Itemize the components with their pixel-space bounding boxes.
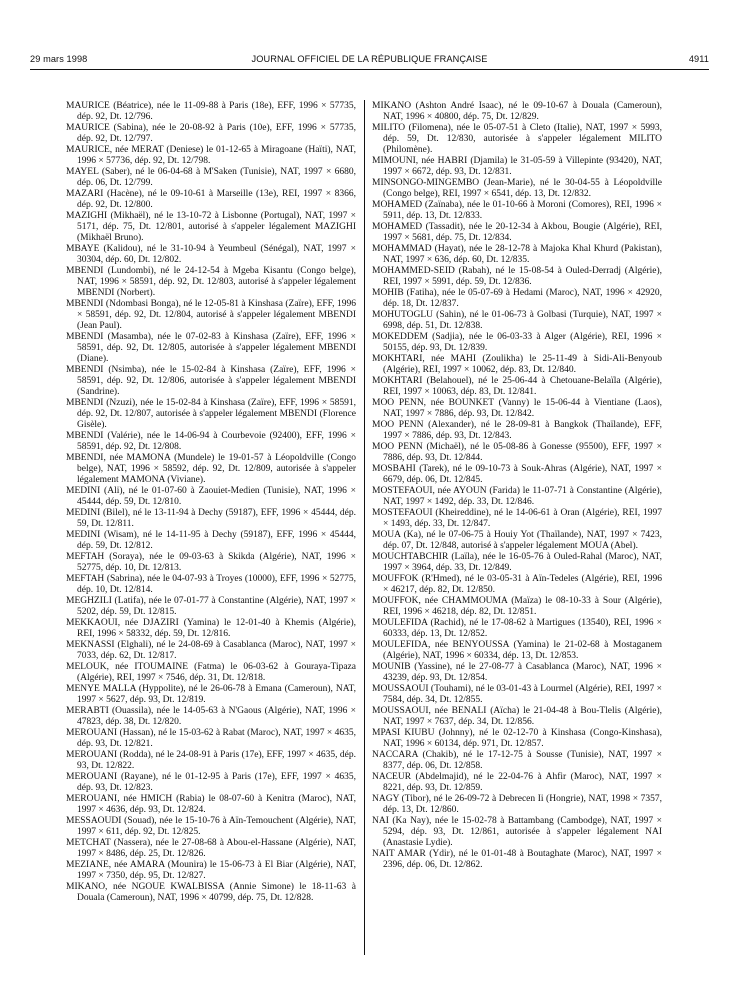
register-entry: MAURICE, née MERAT (Deniese) le 01-12-65 à Miragoane (Haïti), NAT, 1996 × 57736, dép. 92, Dt. 12/798. [66, 145, 356, 166]
register-entry: MOO PENN, née BOUNKET (Vanny) le 15-06-44 à Vientiane (Laos), NAT, 1997 × 7886, dép. 93, Dt. 12/842. [372, 398, 662, 419]
register-entry: MOUSSAOUI (Touhami), né le 03-01-43 à Lourmel (Algérie), REI, 1997 × 7584, dép. 34, Dt. 12/855. [372, 684, 662, 705]
left-column [66, 101, 356, 904]
register-entry: MBENDI, née MAMONA (Mundele) le 19-01-57 à Léopoldville (Congo belge), NAT, 1996 × 58592, dép. 92, Dt. 12/809, autorisée à s'appeler légalement MAMONA (Viviane). [66, 453, 356, 485]
register-entry: MBENDI (Masamba), née le 07-02-83 à Kinshasa (Zaïre), EFF, 1996 × 58591, dép. 92, Dt. 12/805, autorisée à s'appeler légalement MBENDI (Diane). [66, 332, 356, 364]
register-entry: MBENDI (Valérie), née le 14-06-94 à Courbevoie (92400), EFF, 1996 × 58591, dép. 92, Dt. 12/808. [66, 431, 356, 452]
register-entry: MAZIGHI (Mikhaël), né le 13-10-72 à Lisbonne (Portugal), NAT, 1997 × 5171, dép. 75, Dt. 12/801, autorisé à s'appeler légalement MAZIGHI (Mikhaël Bruno). [66, 211, 356, 243]
register-entry: MELOUK, née ITOUMAINE (Fatma) le 06-03-62 à Gouraya-Tipaza (Algérie), REI, 1997 × 7546, dép. 31, Dt. 12/818. [66, 662, 356, 683]
page-header [30, 54, 709, 68]
register-entry: MOHAMED (Zaïnaba), née le 01-10-66 à Moroni (Comores), REI, 1996 × 5911, dép. 13, Dt. 12/833. [372, 200, 662, 221]
register-entry: MERABTI (Ouassila), née le 14-05-63 à N'Gaous (Algérie), NAT, 1996 × 47823, dép. 38, Dt. 12/820. [66, 706, 356, 727]
register-entry: MEROUANI (Rodda), né le 24-08-91 à Paris (17e), EFF, 1997 × 4635, dép. 93, Dt. 12/822. [66, 750, 356, 771]
register-entry: MAURICE (Béatrice), née le 11-09-88 à Paris (18e), EFF, 1996 × 57735, dép. 92, Dt. 12/796. [66, 101, 356, 122]
register-entry: MOSTEFAOUI (Kheireddine), né le 14-06-61 à Oran (Algérie), REI, 1997 × 1493, dép. 33, Dt. 12/847. [372, 508, 662, 529]
register-entry: MOHAMMAD (Hayat), née le 28-12-78 à Majoka Khal Khurd (Pakistan), NAT, 1997 × 636, dép. 60, Dt. 12/835. [372, 244, 662, 265]
register-entry: MOKEDDEM (Sadjia), née le 06-03-33 à Alger (Algérie), REI, 1996 × 50155, dép. 93, Dt. 12/839. [372, 332, 662, 353]
register-entry: MBENDI (Nzuzi), née le 15-02-84 à Kinshasa (Zaïre), EFF, 1996 × 58591, dép. 92, Dt. 12/807, autorisée à s'appeler légalement MBENDI (Florence Gisèle). [66, 398, 356, 430]
column-divider [364, 100, 365, 955]
header-page-number: 4911 [688, 54, 709, 64]
register-entry: MILITO (Filomena), née le 05-07-51 à Cleto (Italie), NAT, 1997 × 5993, dép. 59, Dt. 12/830, autorisée à s'appeler légalement MILITO (Philomène). [372, 123, 662, 155]
register-entry: MOUFFOK (R'Hmed), né le 03-05-31 à Aïn-Tedeles (Algérie), REI, 1996 × 46217, dép. 82, Dt. 12/850. [372, 574, 662, 595]
register-entry: MOKHTARI, née MAHI (Zoulikha) le 25-11-49 à Sidi-Ali-Benyoub (Algérie), REI, 1997 × 10062, dép. 83, Dt. 12/840. [372, 354, 662, 375]
register-entry: MINSONGO-MINGEMBO (Jean-Marie), né le 30-04-55 à Léopoldville (Congo belge), REI, 1997 × 6541, dép. 13, Dt. 12/832. [372, 178, 662, 199]
register-entry: MOKHTARI (Belahouel), né le 25-06-44 à Chetouane-Belaïla (Algérie), REI, 1997 × 10063, dép. 83, Dt. 12/841. [372, 376, 662, 397]
register-entry: MOUA (Ka), né le 07-06-75 à Houiy Yot (Thaïlande), NAT, 1997 × 7423, dép. 07, Dt. 12/848, autorisé à s'appeler légalement MOUA (Abel). [372, 530, 662, 551]
register-entry: MOUFFOK, née CHAMMOUMA (Maïza) le 08-10-33 à Sour (Algérie), REI, 1996 × 46218, dép. 82, Dt. 12/851. [372, 596, 662, 617]
register-entry: MBENDI (Lundombi), né le 24-12-54 à Mgeba Kisantu (Congo belge), NAT, 1996 × 58591, dép. 92, Dt. 12/803, autorisé à s'appeler légalement MBENDI (Norbert). [66, 266, 356, 298]
register-entry: MOHAMED (Tassadit), née le 20-12-34 à Akbou, Bougie (Algérie), REI, 1997 × 5681, dép. 75, Dt. 12/834. [372, 222, 662, 243]
register-entry: NAI (Ka Nay), née le 15-02-78 à Battambang (Cambodge), NAT, 1997 × 5294, dép. 93, Dt. 12/861, autorisée à s'appeler légalement NAI (Anastasie Lydie). [372, 816, 662, 848]
register-entry: MOUCHTABCHIR (Laïla), née le 16-05-76 à Ouled-Rahal (Maroc), NAT, 1997 × 3964, dép. 33, Dt. 12/849. [372, 552, 662, 573]
register-entry: MOSTEFAOUI, née AYOUN (Farida) le 11-07-71 à Constantine (Algérie), NAT, 1997 × 1492, dép. 33, Dt. 12/846. [372, 486, 662, 507]
right-column [372, 101, 662, 871]
register-entry: MEDINI (Wisam), né le 14-11-95 à Dechy (59187), EFF, 1996 × 45444, dép. 59, Dt. 12/812. [66, 530, 356, 551]
register-entry: MOHUTOGLU (Sahin), né le 01-06-73 à Golbasi (Turquie), NAT, 1997 × 6998, dép. 51, Dt. 12/838. [372, 310, 662, 331]
register-entry: MEROUANI (Hassan), né le 15-03-62 à Rabat (Maroc), NAT, 1997 × 4635, dép. 93, Dt. 12/821. [66, 728, 356, 749]
header-title: JOURNAL OFFICIEL DE LA RÉPUBLIQUE FRANÇAISE [251, 54, 488, 64]
register-entry: NAIT AMAR (Ydir), né le 01-01-48 à Boutaghate (Maroc), NAT, 1997 × 2396, dép. 06, Dt. 12/862. [372, 849, 662, 870]
register-entry: MENYE MALLA (Hyppolite), né le 26-06-78 à Emana (Cameroun), NAT, 1997 × 5627, dép. 93, Dt. 12/819. [66, 684, 356, 705]
register-entry: MOO PENN (Alexander), né le 28-09-81 à Bangkok (Thaïlande), EFF, 1997 × 7886, dép. 93, Dt. 12/843. [372, 420, 662, 441]
register-entry: METCHAT (Nassera), née le 27-08-68 à Abou-el-Hassane (Algérie), NAT, 1997 × 8486, dép. 25, Dt. 12/826. [66, 838, 356, 859]
register-entry: MOULEFIDA, née BENYOUSSA (Yamina) le 21-02-68 à Mostaganem (Algérie), NAT, 1996 × 60334, dép. 13, Dt. 12/853. [372, 640, 662, 661]
register-entry: MESSAOUDI (Souad), née le 15-10-76 à Aïn-Temouchent (Algérie), NAT, 1997 × 611, dép. 92, Dt. 12/825. [66, 816, 356, 837]
register-entry: MOUSSAOUI, née BENALI (Aïcha) le 21-04-48 à Bou-Tlelis (Algérie), NAT, 1997 × 7637, dép. 34, Dt. 12/856. [372, 706, 662, 727]
register-entry: MEGHZILI (Latifa), née le 07-01-77 à Constantine (Algérie), NAT, 1997 × 5202, dép. 59, Dt. 12/815. [66, 596, 356, 617]
register-entry: NACEUR (Abdelmajid), né le 22-04-76 à Ahfir (Maroc), NAT, 1997 × 8221, dép. 93, Dt. 12/859. [372, 772, 662, 793]
register-entry: MEROUANI, née HMICH (Rabia) le 08-07-60 à Kenitra (Maroc), NAT, 1997 × 4636, dép. 93, Dt. 12/824. [66, 794, 356, 815]
register-entry: MOUNIB (Yassine), né le 27-08-77 à Casablanca (Maroc), NAT, 1996 × 43239, dép. 93, Dt. 12/854. [372, 662, 662, 683]
register-entry: MEKNASSI (Elghali), né le 24-08-69 à Casablanca (Maroc), NAT, 1997 × 7033, dép. 62, Dt. 12/817. [66, 640, 356, 661]
register-entry: MAYEL (Saber), né le 06-04-68 à M'Saken (Tunisie), NAT, 1997 × 6680, dép. 06, Dt. 12/799. [66, 167, 356, 188]
register-entry: MIKANO, née NGOUE KWALBISSA (Annie Simone) le 18-11-63 à Douala (Cameroun), NAT, 1996 × 40799, dép. 75, Dt. 12/828. [66, 882, 356, 903]
register-entry: MEFTAH (Soraya), née le 09-03-63 à Skikda (Algérie), NAT, 1996 × 52775, dép. 10, Dt. 12/813. [66, 552, 356, 573]
register-entry: MEDINI (Bilel), né le 13-11-94 à Dechy (59187), EFF, 1996 × 45444, dép. 59, Dt. 12/811. [66, 508, 356, 529]
register-entry: MPASI KIUBU (Johnny), né le 02-12-70 à Kinshasa (Congo-Kinshasa), NAT, 1996 × 60134, dép. 971, Dt. 12/857. [372, 728, 662, 749]
register-entry: MOHAMMED-SEID (Rabah), né le 15-08-54 à Ouled-Derradj (Algérie), REI, 1997 × 5991, dép. 59, Dt. 12/836. [372, 266, 662, 287]
register-entry: MOHIB (Fatiha), née le 05-07-69 à Hedami (Maroc), NAT, 1996 × 42920, dép. 18, Dt. 12/837. [372, 288, 662, 309]
register-entry: MEZIANE, née AMARA (Mounira) le 15-06-73 à El Biar (Algérie), NAT, 1997 × 7350, dép. 95, Dt. 12/827. [66, 860, 356, 881]
register-entry: MEKKAOUI, née DJAZIRI (Yamina) le 12-01-40 à Khemis (Algérie), REI, 1996 × 58332, dép. 59, Dt. 12/816. [66, 618, 356, 639]
register-entry: MIMOUNI, née HABRI (Djamila) le 31-05-59 à Villepinte (93420), NAT, 1997 × 6672, dép. 93, Dt. 12/831. [372, 156, 662, 177]
register-entry: NAGY (Tibor), né le 26-09-72 à Debrecen Ii (Hongrie), NAT, 1998 × 7357, dép. 13, Dt. 12/860. [372, 794, 662, 815]
register-entry: MEFTAH (Sabrina), née le 04-07-93 à Troyes (10000), EFF, 1996 × 52775, dép. 10, Dt. 12/814. [66, 574, 356, 595]
register-entry: MOULEFIDA (Rachid), né le 17-08-62 à Martigues (13540), REI, 1996 × 60333, dép. 13, Dt. 12/852. [372, 618, 662, 639]
register-entry: MBENDI (Nsimba), née le 15-02-84 à Kinshasa (Zaïre), EFF, 1996 × 58591, dép. 92, Dt. 12/806, autorisée à s'appeler légalement MBENDI (Sandrine). [66, 365, 356, 397]
register-entry: MBENDI (Ndombasi Bonga), né le 12-05-81 à Kinshasa (Zaïre), EFF, 1996 × 58591, dép. 92, Dt. 12/804, autorisé à s'appeler légalement MBENDI (Jean Paul). [66, 299, 356, 331]
register-entry: MOO PENN (Michaël), né le 05-08-86 à Gonesse (95500), EFF, 1997 × 7886, dép. 93, Dt. 12/844. [372, 442, 662, 463]
register-entry: MEDINI (Ali), né le 01-07-60 à Zaouiet-Medien (Tunisie), NAT, 1996 × 45444, dép. 59, Dt. 12/810. [66, 486, 356, 507]
register-entry: MAURICE (Sabina), née le 20-08-92 à Paris (10e), EFF, 1996 × 57735, dép. 92, Dt. 12/797. [66, 123, 356, 144]
register-entry: MBAYE (Kalidou), né le 31-10-94 à Yeumbeul (Sénégal), NAT, 1997 × 30304, dép. 60, Dt. 12/802. [66, 244, 356, 265]
register-entry: MEROUANI (Rayane), né le 01-12-95 à Paris (17e), EFF, 1997 × 4635, dép. 93, Dt. 12/823. [66, 772, 356, 793]
register-entry: MAZARI (Hacène), né le 09-10-61 à Marseille (13e), REI, 1997 × 8366, dép. 92, Dt. 12/800. [66, 189, 356, 210]
header-date: 29 mars 1998 [30, 54, 88, 64]
register-entry: NACCARA (Chakib), né le 17-12-75 à Sousse (Tunisie), NAT, 1997 × 8377, dép. 06, Dt. 12/858. [372, 750, 662, 771]
register-entry: MIKANO (Ashton André Isaac), né le 09-10-67 à Douala (Cameroun), NAT, 1996 × 40800, dép. 75, Dt. 12/829. [372, 101, 662, 122]
register-entry: MOSBAHI (Tarek), né le 09-10-73 à Souk-Ahras (Algérie), NAT, 1997 × 6679, dép. 06, Dt. 12/845. [372, 464, 662, 485]
header-rule [30, 69, 709, 70]
